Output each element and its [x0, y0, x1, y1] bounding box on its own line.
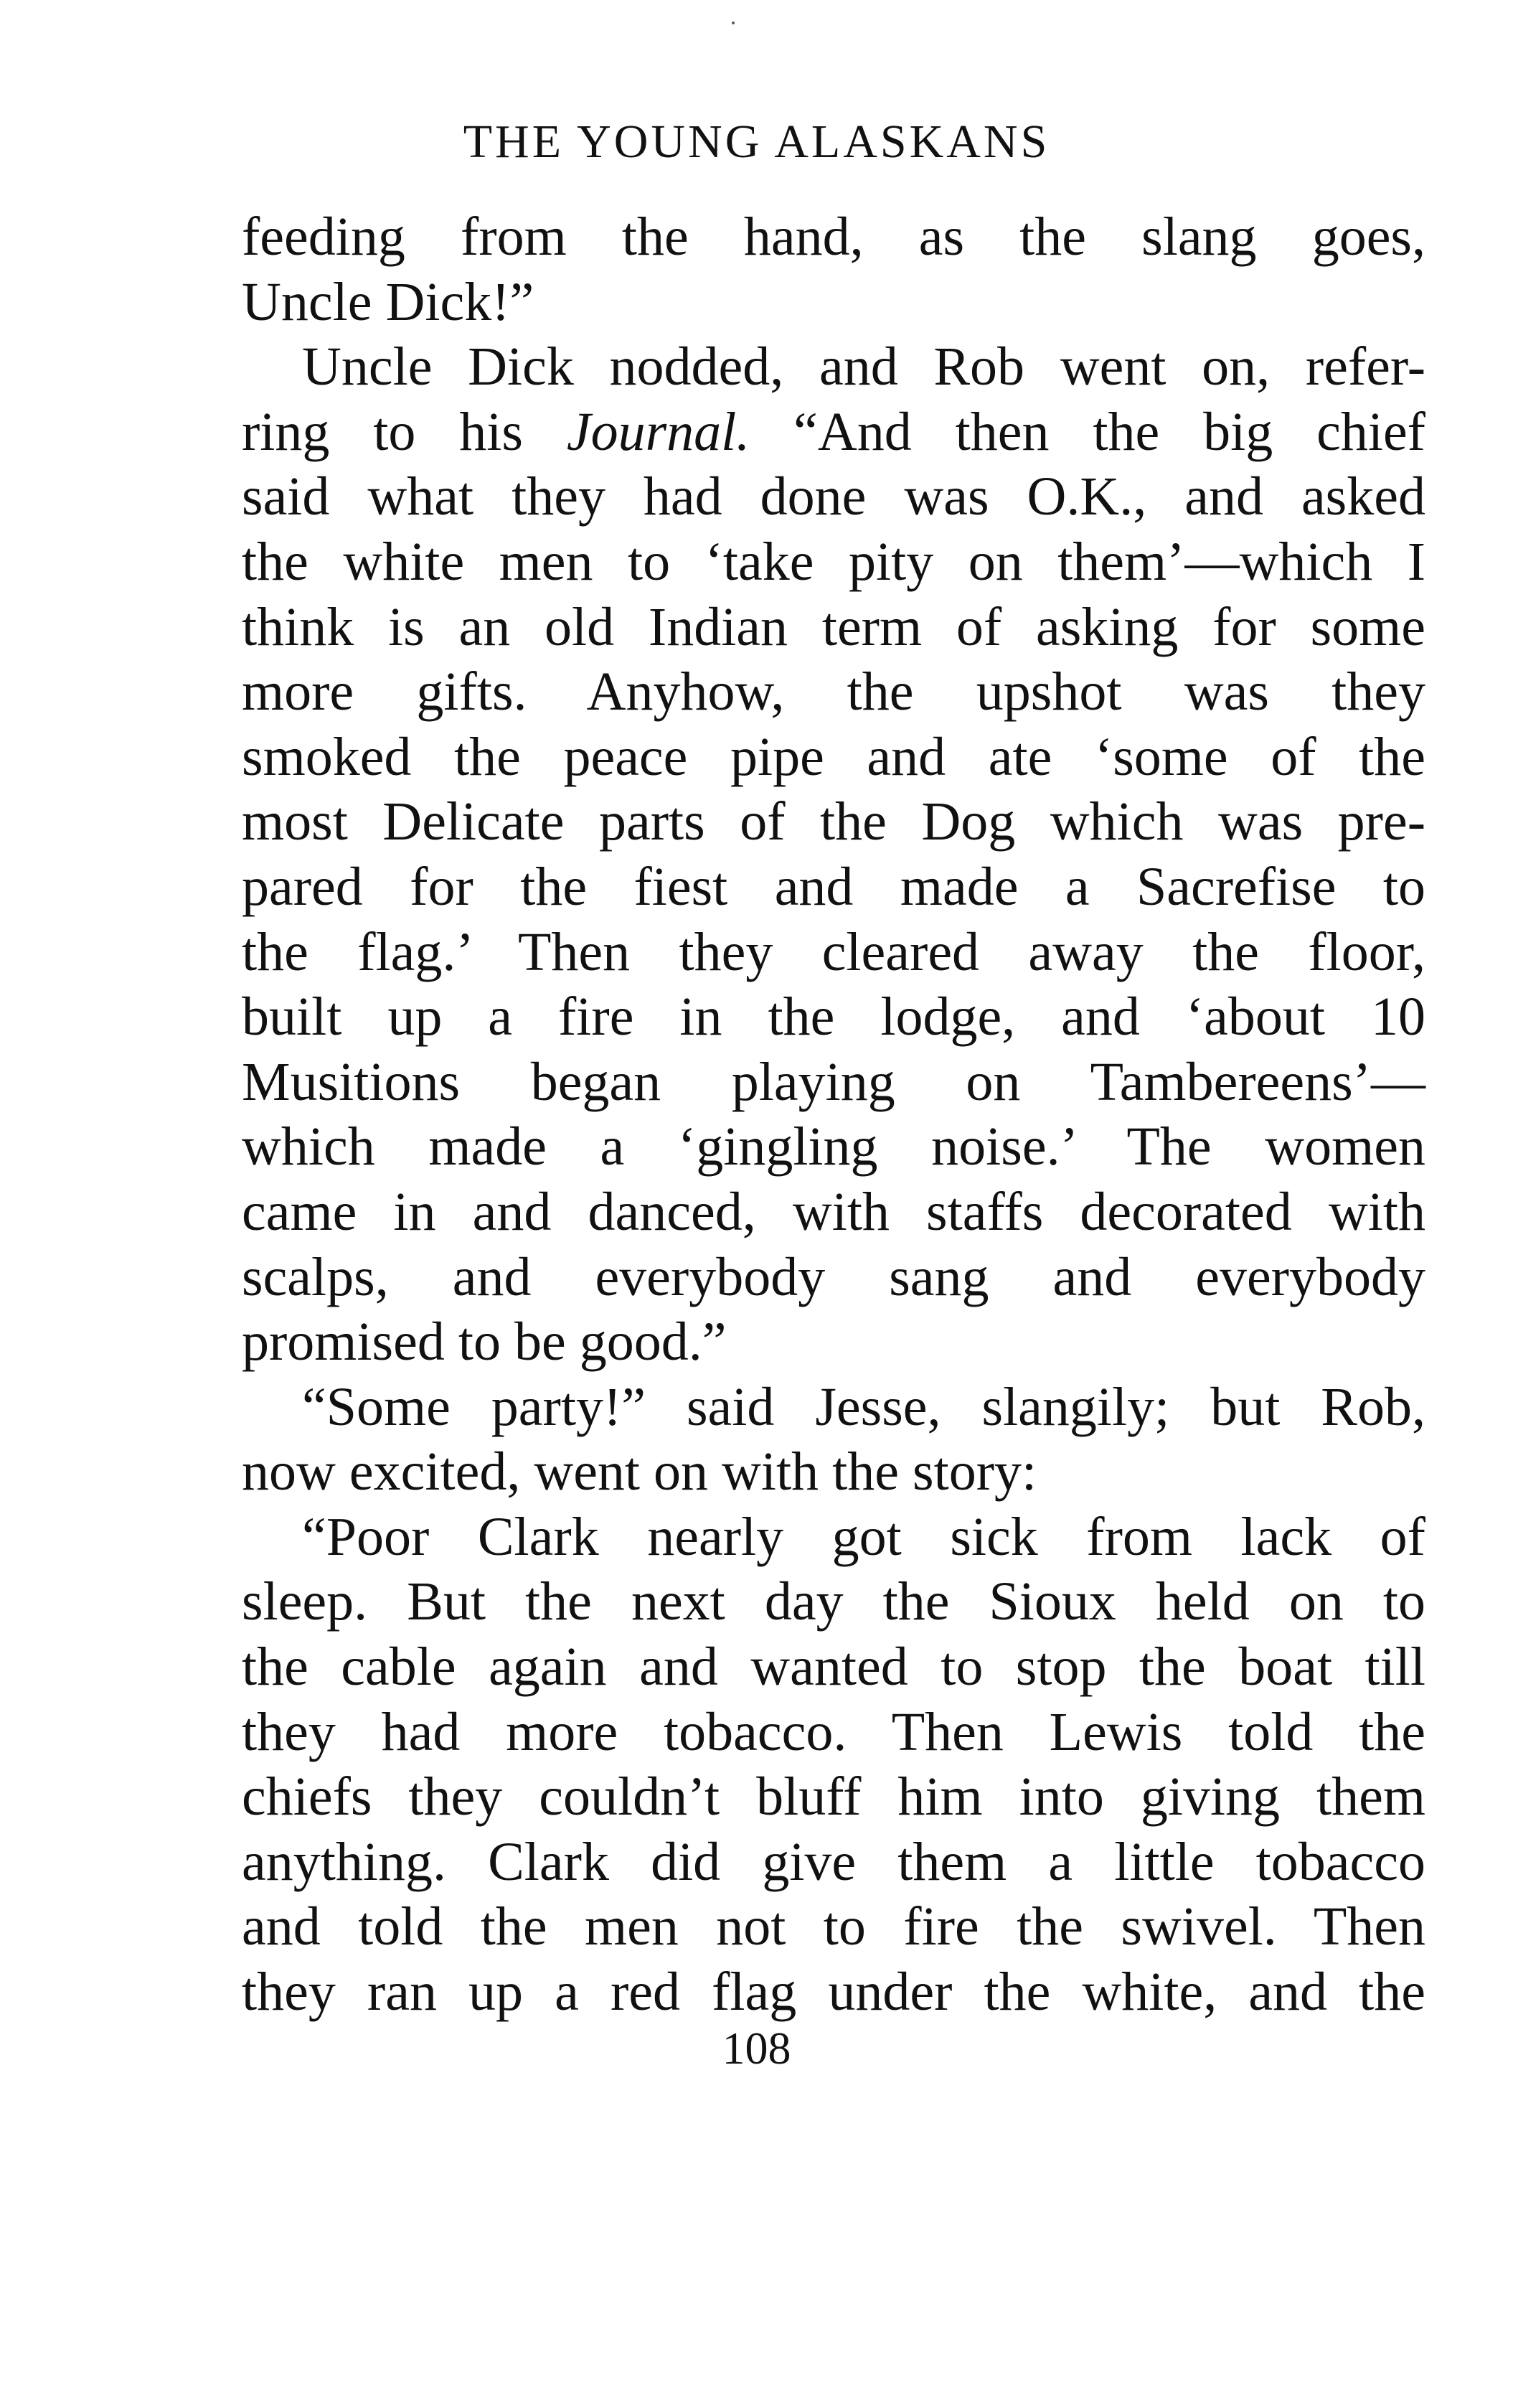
text-line: Musitions began playing on Tambereens’— — [242, 1051, 1425, 1112]
text-line: think is an old Indian term of asking for some — [242, 596, 1425, 657]
text-line: most Delicate parts of the Dog which was pre- — [242, 791, 1425, 852]
page-body — [242, 204, 1425, 2025]
text-line: said what they had done was O.K., and asked — [242, 466, 1425, 527]
text-line: chiefs they couldn’t bluff him into giving them — [242, 1767, 1425, 1828]
text-line: now excited, went on with the story: — [242, 1441, 1037, 1502]
text-line: scalps, and everybody sang and everybody — [242, 1246, 1425, 1307]
text-line: and told the men not to fire the swivel. Then — [242, 1896, 1425, 1957]
text-line: promised to be good.” — [242, 1312, 727, 1373]
text-line: more gifts. Anyhow, the upshot was they — [242, 662, 1425, 723]
text-line: Uncle Dick!” — [242, 271, 534, 332]
text-line: the flag.’ Then they cleared away the floor, — [242, 921, 1425, 982]
text-line: built up a fire in the lodge, and ‘about 10 — [242, 987, 1425, 1048]
page-number: 108 — [722, 2023, 791, 2074]
journal-title-italic: Journal. — [566, 401, 750, 462]
text-line: smoked the peace pipe and ate ‘some of the — [242, 726, 1425, 787]
text-fragment: ring to his — [242, 401, 567, 462]
text-fragment: “And then the big chief — [750, 401, 1425, 462]
text-line: they had more tobacco. Then Lewis told the — [242, 1701, 1425, 1762]
text-line: which made a ‘gingling noise.’ The women — [242, 1116, 1425, 1177]
text-line: the cable again and wanted to stop the boat till — [242, 1637, 1425, 1698]
text-line: pared for the fiest and made a Sacrefise to — [242, 856, 1425, 917]
text-line-journal — [242, 400, 1425, 465]
text-line: feeding from the hand, as the slang goes, — [242, 207, 1425, 267]
text-line: they ran up a red flag under the white, and the — [242, 1962, 1425, 2023]
text-line: “Some party!” said Jesse, slangily; but Rob, — [302, 1376, 1425, 1437]
text-line: anything. Clark did give them a little tobacco — [242, 1831, 1425, 1892]
text-line: the white men to ‘take pity on them’—which I — [242, 531, 1425, 592]
text-line: sleep. But the next day the Sioux held on to — [242, 1571, 1425, 1632]
text-line: “Poor Clark nearly got sick from lack of — [302, 1506, 1425, 1567]
text-line: Uncle Dick nodded, and Rob went on, refer- — [302, 337, 1425, 398]
running-head: THE YOUNG ALASKANS — [463, 116, 1050, 168]
paper-speck — [732, 22, 735, 24]
text-line: came in and danced, with staffs decorated with — [242, 1181, 1425, 1242]
